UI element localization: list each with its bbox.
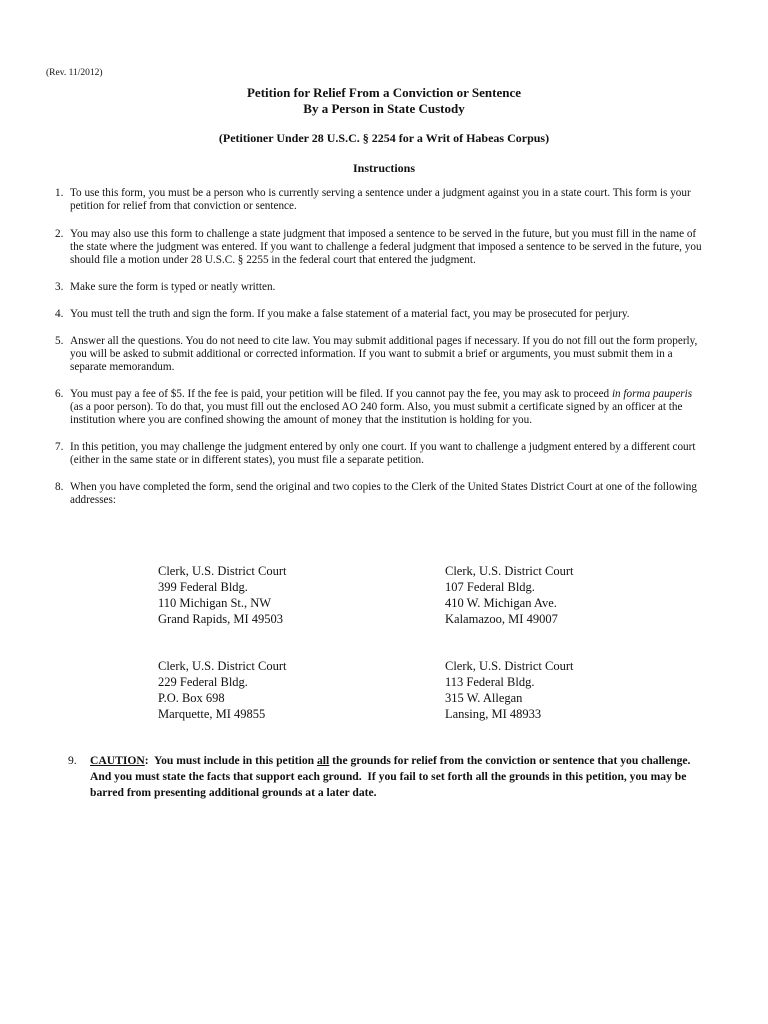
- caution-text-part: the grounds for relief from the conviction or sentence that you challenge. And you must state the facts that support each ground. If you fail to set forth all the grounds in this petition, you may be barred from presenting additional grounds at a later date.: [90, 754, 696, 799]
- address-line: 107 Federal Bldg.: [445, 580, 535, 594]
- caution-emphasis: all: [317, 754, 330, 767]
- instruction-item: [55, 441, 705, 467]
- title-line-2: By a Person in State Custody: [303, 101, 465, 116]
- title-line-1: Petition for Relief From a Conviction or Sentence: [246, 85, 522, 100]
- item-number: 8.: [55, 481, 64, 493]
- address-line: Marquette, MI 49855: [158, 707, 266, 721]
- item-text: Make sure the form is typed or neatly written.: [70, 281, 276, 293]
- address-kalamazoo: [445, 563, 573, 627]
- instruction-item: [55, 187, 705, 213]
- address-line: Clerk, U.S. District Court: [445, 659, 574, 673]
- address-line: 399 Federal Bldg.: [158, 580, 248, 594]
- instruction-item: [55, 388, 705, 427]
- address-line: 110 Michigan St., NW: [158, 596, 272, 610]
- caution-text: [90, 753, 708, 801]
- address-line: 410 W. Michigan Ave.: [445, 596, 557, 610]
- revision-note: (Rev. 11/2012): [46, 68, 103, 78]
- item-number: 7.: [55, 441, 64, 453]
- item-number: 9.: [68, 754, 77, 767]
- item-number: 5.: [55, 335, 64, 347]
- item-number: 4.: [55, 308, 64, 320]
- item-text: When you have completed the form, send the original and two copies to the Clerk of the United States District Court at one of the following addresses:: [70, 481, 697, 506]
- item-number: 1.: [55, 187, 64, 199]
- caution-item: [68, 753, 708, 801]
- caution-label: CAUTION: [90, 754, 145, 767]
- instruction-item: [55, 281, 705, 294]
- item-text: In this petition, you may challenge the judgment entered by only one court. If you want to challenge a judgment entered by a different court (either in the same state or in different states), you must file a separate petition.: [70, 441, 696, 466]
- address-marquette: [158, 658, 286, 722]
- address-line: 113 Federal Bldg.: [445, 675, 535, 689]
- instruction-item: [55, 481, 705, 507]
- item-text: Answer all the questions. You do not need to cite law. You may submit additional pages if necessary. If you do not fill out the form properly, you will be asked to submit additional or corrected information. If you want to submit a brief or arguments, you must submit them in a separate memorandum.: [70, 335, 698, 373]
- item-text-part: You must pay a fee of $5. If the fee is paid, your petition will be filed. If you cannot pay the fee, you may ask to proceed: [70, 388, 612, 400]
- item-number: 3.: [55, 281, 64, 293]
- address-line: Clerk, U.S. District Court: [158, 564, 287, 578]
- instruction-item: [55, 335, 705, 374]
- address-line: Clerk, U.S. District Court: [158, 659, 287, 673]
- instructions-list: [55, 187, 705, 507]
- address-grand-rapids: [158, 563, 286, 627]
- item-text: You must tell the truth and sign the form. If you make a false statement of a material fact, you may be prosecuted for perjury.: [70, 308, 630, 320]
- address-line: Grand Rapids, MI 49503: [158, 612, 283, 626]
- address-line: Lansing, MI 48933: [445, 707, 542, 721]
- item-text: You may also use this form to challenge a state judgment that imposed a sentence to be served in the future, but you must fill in the name of the state where the judgment was entered. If you want to challenge a federal judgment that imposed a sentence to be served in the future, you should file a motion under 28 U.S.C. § 2255 in the federal court that entered the judgment.: [70, 228, 702, 266]
- item-text: [70, 388, 705, 427]
- caution-colon: :: [144, 754, 149, 767]
- in-forma-pauperis-term: in forma pauperis: [611, 388, 693, 400]
- item-number: 6.: [55, 388, 64, 400]
- instruction-item: [55, 308, 705, 321]
- item-text: To use this form, you must be a person who is currently serving a sentence under a judgment against you in a state court. This form is your petition for relief from that conviction or sentence.: [70, 187, 691, 212]
- item-text-part: (as a poor person). To do that, you must fill out the enclosed AO 240 form. Also, you must submit a certificate signed by an officer at the institution where you are confined showing the amount of money that the institution is holding for you.: [70, 401, 683, 426]
- address-line: 229 Federal Bldg.: [158, 675, 248, 689]
- subtitle: (Petitioner Under 28 U.S.C. § 2254 for a Writ of Habeas Corpus): [218, 131, 550, 145]
- item-number: 2.: [55, 228, 64, 240]
- address-lansing: [445, 658, 573, 722]
- address-line: P.O. Box 698: [158, 691, 225, 705]
- address-line: Clerk, U.S. District Court: [445, 564, 574, 578]
- caution-text-part: You must include in this petition: [148, 754, 317, 767]
- instruction-item: [55, 228, 705, 267]
- section-heading: Instructions: [352, 161, 415, 175]
- address-line: 315 W. Allegan: [445, 691, 523, 705]
- address-line: Kalamazoo, MI 49007: [445, 612, 558, 626]
